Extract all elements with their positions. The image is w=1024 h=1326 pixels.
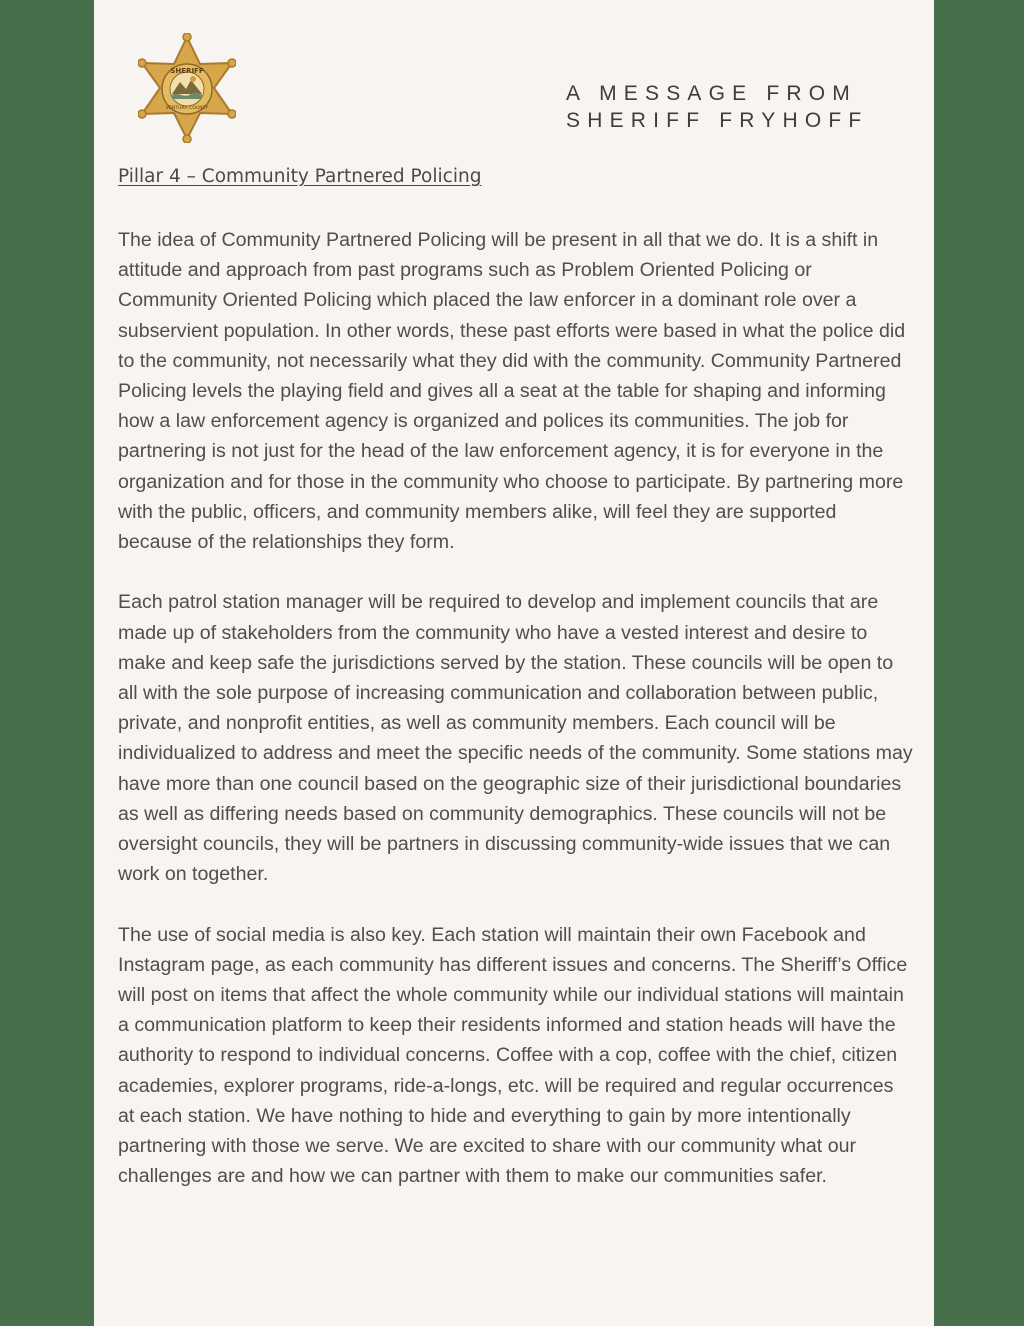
section-heading: Pillar 4 – Community Partnered Policing: [118, 166, 482, 187]
header-title-line-2: SHERIFF FRYHOFF: [566, 109, 869, 132]
paragraph-3: The use of social media is also key. Each station will maintain their own Facebook and Instagram page, as each community has different issues and concerns. The Sheriff’s Office will post on items that affect the whole community while our individual stations will maintain a communication platform to keep their residents informed and station heads will have the authority to respond to individual concerns. Coffee with a cop, coffee with the chief, citizen academies, explorer programs, ride-a-longs, etc. will be required and regular occurrences at each station. We have nothing to hide and everything to gain by more intentionally partnering with those we serve. We are excited to share with our community what our challenges are and how we can partner with them to make our communities safer.: [118, 923, 908, 1188]
message-page: [94, 0, 934, 1326]
paragraph-1: The idea of Community Partnered Policing will be present in all that we do. It is a shift in attitude and approach from past programs such as Problem Oriented Policing or Community Oriented Policing which placed the law enforcer in a dominant role over a subservient population. In other words, these past efforts were based in what the police did to the community, not necessarily what they did with the community. Community Partnered Policing levels the playing field and gives all a seat at the table for shaping and informing how a law enforcement agency is organized and polices its communities. The job for partnering is not just for the head of the law enforcement agency, it is for everyone in the organization and for those in the community who choose to participate. By partnering more with the public, officers, and community members alike, will feel they are supported because of the relationships they form.: [118, 229, 906, 554]
header-title-line-1: A MESSAGE FROM: [566, 82, 857, 105]
sheriff-star-badge-icon: [138, 33, 236, 143]
body-text: [118, 225, 914, 1191]
badge-top-text: SHERIFF: [170, 67, 204, 75]
badge-bottom-text: VENTURA COUNTY: [165, 106, 209, 111]
paragraph-2: Each patrol station manager will be required to develop and implement councils that are made up of stakeholders from the community who have a vested interest and desire to make and keep safe the jurisdictions served by the station. These councils will be open to all with the sole purpose of increasing communication and collaboration between public, private, and nonprofit entities, as well as community members. Each council will be individualized to address and meet the specific needs of the community. Some stations may have more than one council based on the geographic size of their jurisdictional boundaries as well as differing needs based on community demographics. These councils will not be oversight councils, they will be partners in discussing community-wide issues that we can work on together.: [118, 591, 913, 886]
header-title: [566, 80, 906, 134]
